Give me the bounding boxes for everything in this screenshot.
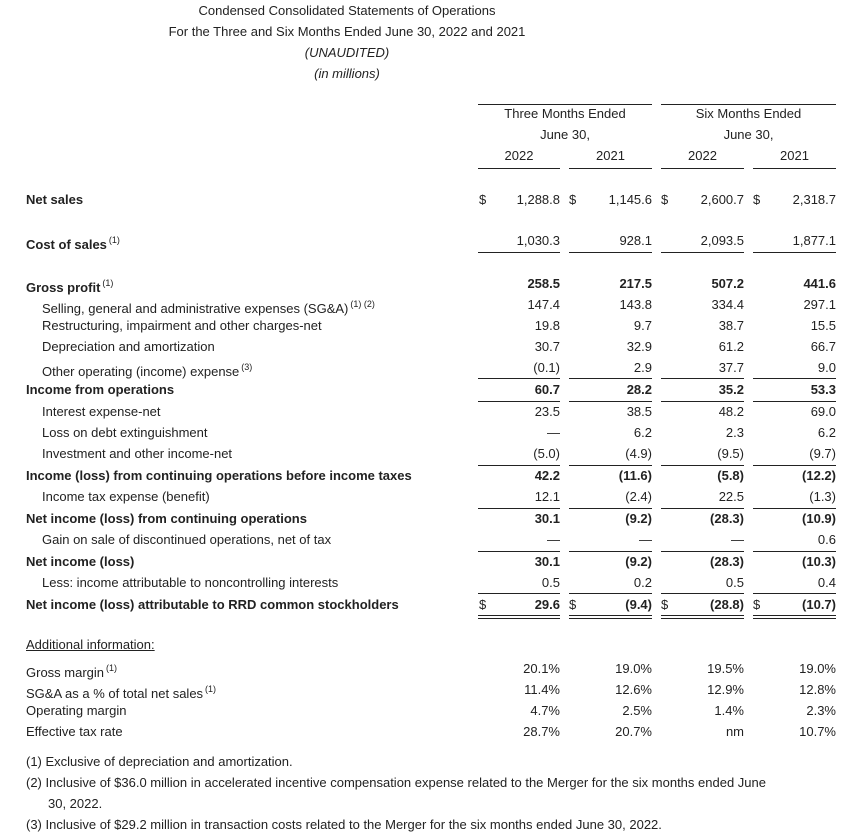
cell-value: 28.7% [523,724,560,739]
footnote-ref: (3) [241,362,253,372]
table-row-investment-income [0,443,847,464]
row-label: Income from operations [26,382,175,397]
additional-row-gross-margin [0,658,847,679]
cell-value: 2,318.7 [792,192,836,207]
total-double-rule [753,618,836,619]
cell-value: 32.9 [626,339,652,354]
footnote-ref: (1) [108,235,120,245]
cell-value: (4.9) [625,446,652,461]
cell-value: — [731,532,744,547]
cell-value: (11.6) [618,468,652,483]
cell-value: 28.2 [626,382,652,397]
header-rule-six-months [661,104,836,105]
cell-value: (5.8) [717,468,744,483]
cell-value: 0.4 [817,575,836,590]
cell-value: 1,030.3 [516,233,560,248]
dollar-sign: $ [661,192,669,207]
table-row-net-income-continuing [0,508,847,529]
audit-note: (UNAUDITED) [304,45,390,60]
row-label: Gain on sale of discontinued operations, net of tax [42,532,332,547]
cell-value: 38.5 [626,404,652,419]
table-row-gross-profit [0,273,847,294]
cell-value: (10.3) [802,554,836,569]
cell-value: 37.7 [718,360,744,375]
year-rule [661,168,744,169]
cell-value: 22.5 [718,489,744,504]
cell-value: 53.3 [810,382,836,397]
subtotal-rule [569,252,652,253]
cell-value: 15.5 [810,318,836,333]
subtotal-rule [478,252,560,253]
footnote-ref: (1) [106,663,118,673]
footnote-1: (1) Exclusive of depreciation and amortization. [26,754,293,769]
row-label: Gross margin $^{(1)}$ [26,663,118,680]
table-row-debt-extinguishment [0,422,847,443]
cell-value: 23.5 [534,404,560,419]
cell-value: 38.7 [718,318,744,333]
row-label: Interest expense-net [42,404,161,419]
cell-value: 2.3% [806,703,836,718]
row-label: Other operating (income) expense $^{(3)}$ [42,362,253,379]
cell-value: 66.7 [810,339,836,354]
cell-value: 12.9% [707,682,744,697]
cell-value: 2.3 [725,425,744,440]
row-label: Income tax expense (benefit) [42,489,210,504]
cell-value: 12.6% [615,682,652,697]
cell-value: 1.4% [714,703,744,718]
col-group-three-months-line1: Three Months Ended [504,106,626,121]
col-year-q-2021: 2021 [596,148,625,163]
cell-value: 6.2 [817,425,836,440]
total-double-rule [569,615,652,616]
table-row-interest-expense [0,401,847,422]
cell-value: 12.1 [534,489,560,504]
cell-value: (2.4) [625,489,652,504]
row-label: Net income (loss) attributable to RRD common stockholders [26,597,399,612]
cell-value: (5.0) [533,446,560,461]
year-rule [569,168,652,169]
cell-value: 9.0 [817,360,836,375]
row-label: Gross profit $^{(1)}$ [26,278,114,295]
total-double-rule [753,615,836,616]
row-label: Less: income attributable to noncontrolling interests [42,575,339,590]
units-note: (in millions) [314,66,380,81]
row-label: Loss on debt extinguishment [42,425,208,440]
table-row-income-tax [0,486,847,507]
dollar-sign: $ [753,192,761,207]
cell-value: 10.7% [799,724,836,739]
cell-value: 6.2 [633,425,652,440]
cell-value: 69.0 [810,404,836,419]
cell-value: 30.1 [534,511,560,526]
cell-value: nm [725,724,744,739]
footnotes [26,751,826,835]
table-row-net-sales [0,189,847,210]
cell-value: 1,288.8 [516,192,560,207]
cell-value: (9.4) [625,597,652,612]
cell-value: (28.8) [710,597,744,612]
table-row-depreciation [0,336,847,357]
footnote-ref: (1) [102,278,114,288]
cell-value: 2,093.5 [700,233,744,248]
cell-value: 29.6 [534,597,560,612]
dollar-sign: $ [569,597,577,612]
cell-value: — [639,532,652,547]
cell-value: 2,600.7 [700,192,744,207]
cell-value: 0.5 [541,575,560,590]
cell-value: 2.5% [622,703,652,718]
additional-info-heading: Additional information: [26,637,155,652]
cell-value: 30.1 [534,554,560,569]
table-row-other-operating [0,357,847,378]
cell-value: 61.2 [718,339,744,354]
cell-value: (9.2) [625,511,652,526]
footnote-ref: (1) [205,684,217,694]
additional-row-effective-tax-rate [0,721,847,742]
table-row-discontinued-gain [0,529,847,550]
subtotal-rule [661,252,744,253]
cell-value: 35.2 [718,382,744,397]
cell-value: 19.5% [707,661,744,676]
cell-value: 1,877.1 [792,233,836,248]
table-row-restructuring [0,315,847,336]
statement-header [0,0,694,84]
cell-value: — [547,532,560,547]
year-rule [478,168,560,169]
additional-row-sga-pct [0,679,847,700]
cell-value: 20.1% [523,661,560,676]
total-double-rule [478,618,560,619]
dollar-sign: $ [569,192,577,207]
cell-value: 19.0% [799,661,836,676]
cell-value: 334.4 [711,297,744,312]
year-rule [753,168,836,169]
cell-value: 441.6 [803,276,836,291]
row-label: Investment and other income-net [42,446,233,461]
cell-value: 42.2 [534,468,560,483]
cell-value: 1,145.6 [608,192,652,207]
row-label: SG&A as a % of total net sales $^{(1)}$ [26,684,217,701]
footnote-2-continued: 30, 2022. [48,796,103,811]
table-row-net-income [0,551,847,572]
table-row-noncontrolling [0,572,847,593]
table-row-cost-of-sales [0,230,847,251]
col-year-q-2022: 2022 [504,148,534,163]
cell-value: (12.2) [802,468,836,483]
total-double-rule [661,618,744,619]
cell-value: 19.0% [615,661,652,676]
table-row-net-income-rrd [0,594,847,615]
cell-value: 48.2 [718,404,744,419]
cell-value: 147.4 [527,297,560,312]
col-group-three-months-line2: June 30, [540,127,590,142]
cell-value: (9.2) [625,554,652,569]
dollar-sign: $ [479,192,487,207]
statement-title: Condensed Consolidated Statements of Operations [198,3,496,18]
cell-value: 258.5 [527,276,560,291]
cell-value: 928.1 [619,233,652,248]
cell-value: (0.1) [533,360,560,375]
header-rule-three-months [478,104,652,105]
cell-value: (1.3) [809,489,836,504]
col-group-six-months-line2: June 30, [723,127,774,142]
row-label: Restructuring, impairment and other charges-net [42,318,322,333]
row-label: Net income (loss) from continuing operations [26,511,307,526]
cell-value: 2.9 [633,360,652,375]
cell-value: 0.2 [633,575,652,590]
cell-value: (10.7) [802,597,836,612]
dollar-sign: $ [479,597,487,612]
total-double-rule [569,618,652,619]
total-double-rule [478,615,560,616]
cell-value: 12.8% [799,682,836,697]
cell-value: 20.7% [615,724,652,739]
row-label: Depreciation and amortization [42,339,215,354]
cell-value: — [547,425,560,440]
subtotal-rule [753,252,836,253]
col-group-six-months-line1: Six Months Ended [695,106,802,121]
cell-value: 4.7% [530,703,560,718]
row-label: Cost of sales $^{(1)}$ [26,235,120,252]
total-double-rule [661,615,744,616]
cell-value: (28.3) [710,511,744,526]
table-row-income-from-operations [0,379,847,400]
cell-value: 217.5 [619,276,652,291]
dollar-sign: $ [661,597,669,612]
footnote-3: (3) Inclusive of $29.2 million in transaction costs related to the Merger for the six months ended June 30, 2022. [26,817,662,832]
cell-value: (9.5) [717,446,744,461]
statement-subtitle: For the Three and Six Months Ended June 30, 2022 and 2021 [168,24,526,39]
row-label: Operating margin [26,703,127,718]
cell-value: 0.6 [817,532,836,547]
cell-value: 0.5 [725,575,744,590]
cell-value: 507.2 [711,276,744,291]
row-label: Selling, general and administrative expenses (SG&A) $^{(1) (2)}$ [42,299,375,316]
cell-value: 9.7 [633,318,652,333]
cell-value: 30.7 [534,339,560,354]
cell-value: 19.8 [534,318,560,333]
cell-value: (9.7) [809,446,836,461]
col-year-ytd-2021: 2021 [780,148,809,163]
cell-value: (10.9) [802,511,836,526]
cell-value: 143.8 [619,297,652,312]
footnote-2: (2) Inclusive of $36.0 million in accelerated incentive compensation expense related to the Merger for the six months ended June [26,775,766,790]
col-year-ytd-2022: 2022 [688,148,717,163]
cell-value: 297.1 [803,297,836,312]
footnote-ref: (1) (2) [350,299,375,309]
row-label: Net sales [26,192,84,207]
table-row-sga [0,294,847,315]
cell-value: (28.3) [710,554,744,569]
row-label: Net income (loss) [26,554,135,569]
row-label: Effective tax rate [26,724,123,739]
cell-value: 60.7 [534,382,560,397]
row-label: Income (loss) from continuing operations before income taxes [26,468,412,483]
additional-row-operating-margin [0,700,847,721]
dollar-sign: $ [753,597,761,612]
table-row-income-before-taxes [0,465,847,486]
cell-value: 11.4% [524,682,560,697]
